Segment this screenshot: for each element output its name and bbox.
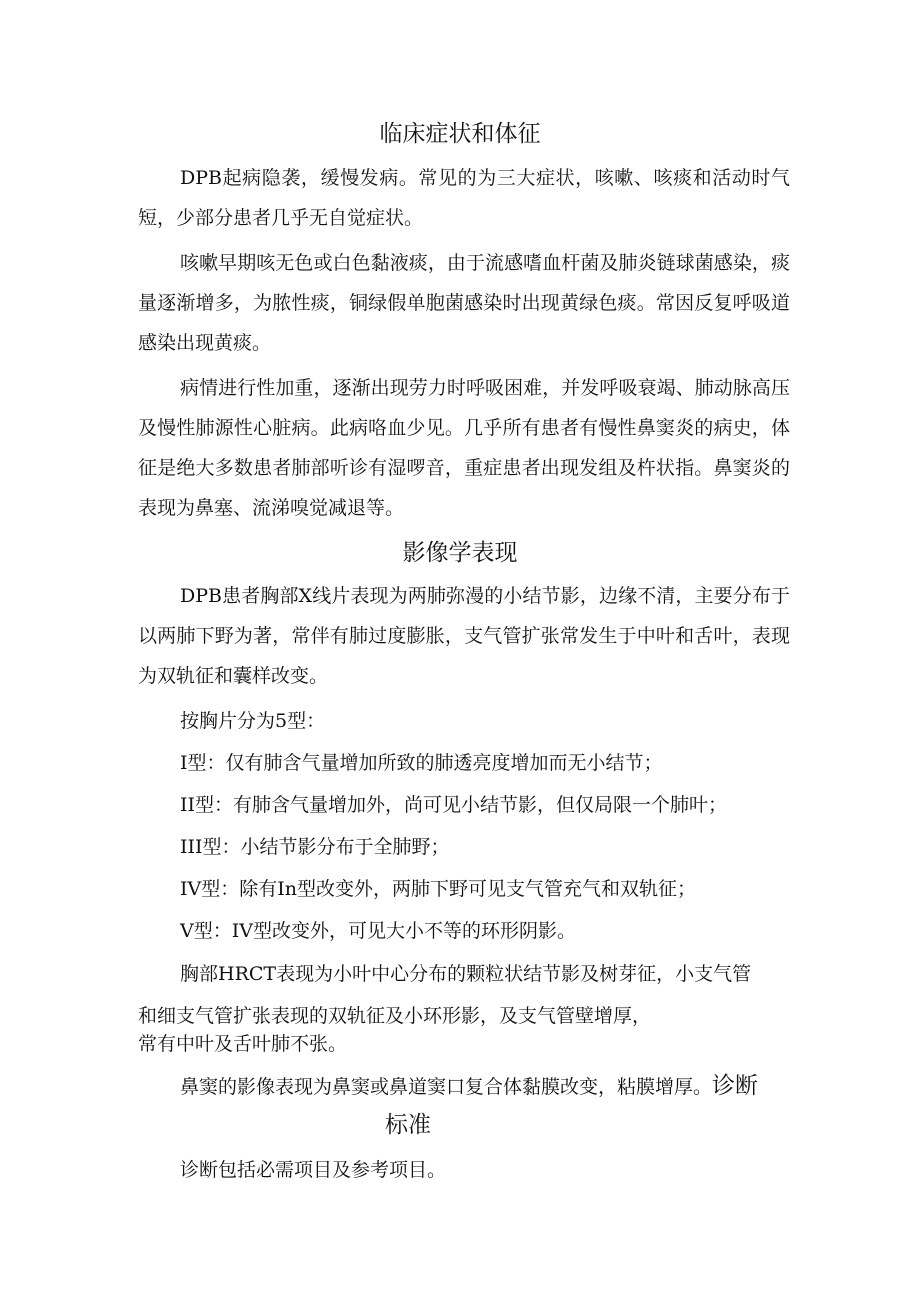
diagnosis-paragraph-1: 诊断包括必需项目及参考项目。 (180, 1159, 447, 1181)
clinical-paragraph-2: 咳嗽早期咳无色或白色黏液痰，由于流感嗜血杆菌及肺炎链球菌感染，痰量逐渐增多，为脓性痰，铜绿假单胞菌感染时出现黄绿色痰。常因反复呼吸道感染出现黄痰。 (138, 252, 790, 354)
imaging-type-2: II型：有肺含气量增加外，尚可见小结节影，但仅局限一个肺叶； (180, 794, 728, 816)
imaging-type-3: III型：小结节影分布于全肺野； (180, 836, 450, 858)
clinical-paragraph-3: 病情进行性加重，逐渐出现劳力时呼吸困难，并发呼吸衰竭、肺动脉高压及慢性肺源性心脏病。此病咯血少见。几乎所有患者有慢性鼻窦炎的病史，体征是绝大多数患者肺部听诊有湿啰音，重症患者出现发组及杵状指。鼻窦炎的表现为鼻塞、流涕嗅觉减退等。 (138, 377, 790, 519)
imaging-type-5: V型：IV型改变外，可见大小不等的环形阴影。 (180, 920, 576, 942)
section-title-diagnosis-part-1: 诊断 (712, 1073, 759, 1099)
section-title-diagnosis-part-2: 标准 (385, 1112, 431, 1138)
imaging-paragraph-1: DPB患者胸部X线片表现为两肺弥漫的小结节影，边缘不清，主要分布于以两肺下野为著，常伴有肺过度膨胀，支气管扩张常发生于中叶和舌叶，表现为双轨征和囊样改变。 (138, 585, 790, 687)
imaging-paragraph-3-line-3: 常有中叶及舌叶肺不张。 (138, 1033, 348, 1055)
clinical-paragraph-1: DPB起病隐袭，缓慢发病。常见的为三大症状，咳嗽、咳痰和活动时气短，少部分患者几乎无自觉症状。 (138, 167, 790, 229)
imaging-paragraph-3-line-1: 胸部HRCT表现为小叶中心分布的颗粒状结节影及树芽征，小支气管 (180, 963, 752, 985)
section-title-clinical: 临床症状和体征 (379, 121, 541, 147)
imaging-type-4: IV型：除有In型改变外，两肺下野可见支气管充气和双轨征； (180, 878, 696, 900)
section-title-imaging: 影像学表现 (402, 540, 518, 566)
imaging-paragraph-3-line-2: 和细支气管扩张表现的双轨征及小环形影，及支气管壁增厚， (138, 1005, 652, 1027)
imaging-paragraph-2: 按胸片分为5型： (180, 710, 326, 732)
imaging-paragraph-4-text: 鼻窦的影像表现为鼻窦或鼻道窦口复合体黏膜改变，粘膜增厚。 (180, 1076, 713, 1098)
imaging-type-1: I型：仅有肺含气量增加所致的肺透亮度增加而无小结节； (180, 752, 663, 774)
imaging-paragraph-4 (138, 1066, 838, 1107)
